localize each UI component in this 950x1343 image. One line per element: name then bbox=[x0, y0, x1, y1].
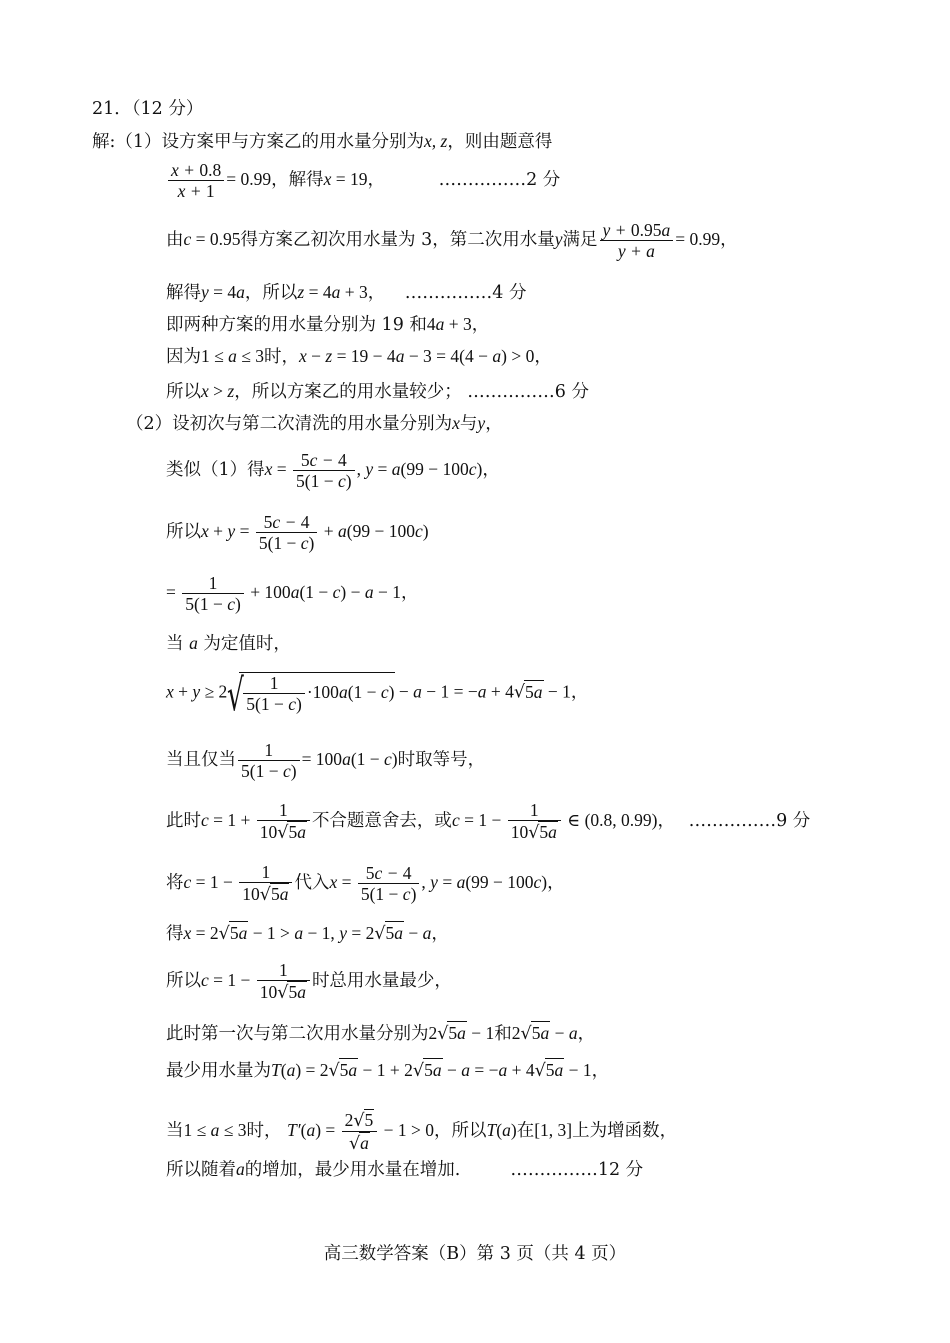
derivative-line: 当1 ≤ a ≤ 3时， T′(a) = $\frac{2√5}{√a}$ − 1 > 0，所以T(a)在[1, 3]上为增函数， bbox=[166, 1110, 678, 1154]
similar-line: 类似（1）得x = $\frac{5c - 4}{5(1 - c)}$ , y = a(99 − 100c)， bbox=[166, 450, 500, 491]
when-a-fixed: 当 bbox=[166, 634, 184, 654]
line6-a: 因为 bbox=[166, 347, 201, 367]
solve-x-text: ，解得 bbox=[271, 170, 324, 190]
each-b: 和 bbox=[494, 1024, 512, 1044]
line3-c: 满足 bbox=[562, 230, 598, 250]
part2-intro: （2）设初次与第二次清洗的用水量分别为x与y， bbox=[126, 413, 503, 434]
solution-intro bbox=[92, 130, 552, 153]
least-usage: 最少用水量为T(a) = 2√5a − 1 + 2√5a − a = −a + 4√5a − 1， bbox=[166, 1060, 610, 1081]
equation-y: 由c = 0.95得方案乙初次用水量为 3，第二次用水量y满足 $\frac{y + 0.95a}{y + a}$ = 0.99， bbox=[166, 220, 738, 261]
equation-x: $\frac{x + 0.8}{x + 1}$ = 0.99，解得x = 19， ……………2 分 bbox=[166, 160, 560, 201]
deriv-b: 时， bbox=[246, 1121, 282, 1141]
line3-b: 得方案乙初次用水量为 3，第二次用水量 bbox=[240, 230, 555, 250]
line4-b: ，所以 bbox=[244, 283, 298, 303]
sum-line: 所以x + y = $\frac{5c - 4}{5(1 - c)}$ + a(99 − 100c) bbox=[166, 512, 429, 553]
sub-b: 代入 bbox=[294, 873, 330, 893]
score-4: ……………4 分 bbox=[404, 283, 527, 303]
score-6: ……………6 分 bbox=[467, 382, 589, 402]
least-a: 最少用水量为 bbox=[166, 1061, 271, 1081]
conclusion-1: 所以x > z，所以方案乙的用水量较少； ……………6 分 bbox=[166, 381, 589, 402]
line6-b: 时， bbox=[263, 347, 299, 367]
substitute-line: 将c = 1 − $\frac{1}{10√5a}$ 代入x = $\frac{5c - 4}{5(1 - c)}$ , y = a(99 − 100c)， bbox=[166, 862, 565, 905]
min-a: 所以 bbox=[166, 971, 201, 991]
similar-a: 类似（1）得 bbox=[166, 460, 265, 480]
equality-a: 当且仅当 bbox=[166, 750, 236, 770]
page-footer: 高三数学答案（B）第 3 页（共 4 页） bbox=[323, 1244, 627, 1264]
min-condition: 所以c = 1 − $\frac{1}{10√5a}$ 时总用水量最少， bbox=[166, 960, 452, 1003]
get-xy: 得x = 2√5a − 1 > a − 1, y = 2√5a − a， bbox=[166, 923, 449, 944]
deriv-a: 当 bbox=[166, 1121, 184, 1141]
fraction-x: $\frac{x + 0.8}{x + 1}$ bbox=[168, 160, 224, 201]
deriv-d: 在 bbox=[516, 1121, 535, 1141]
each-a: 此时第一次与第二次用水量分别为 bbox=[166, 1024, 429, 1044]
score-12: ……………12 分 bbox=[510, 1160, 644, 1180]
each-usage: 此时第一次与第二次用水量分别为2√5a − 1和2√5a − a， bbox=[166, 1023, 596, 1044]
equality-b: 时取等号， bbox=[397, 750, 486, 770]
line7-b: ，所以方案乙的用水量较少； bbox=[234, 382, 462, 402]
compare-line: 因为1 ≤ a ≤ 3时，x − z = 19 − 4a − 3 = 4(4 − a) > 0， bbox=[166, 346, 552, 367]
final-line: 所以随着a的增加，最少用水量在增加. ……………12 分 bbox=[166, 1159, 644, 1180]
sum-simplified: = $\frac{1}{5(1 - c)}$ + 100a(1 − c) − a − 1， bbox=[166, 573, 419, 614]
line3-a: 由 bbox=[166, 230, 184, 250]
get-label: 得 bbox=[166, 924, 184, 944]
math-xz: x, z bbox=[424, 131, 448, 151]
line5: 即两种方案的用水量分别为 19 和 bbox=[166, 315, 427, 335]
then-text: ，则由题意得 bbox=[447, 132, 553, 152]
min-b: 时总用水量最少， bbox=[311, 971, 452, 991]
line7-a: 所以 bbox=[166, 382, 201, 402]
solve-y: 解得y = 4a，所以z = 4a + 3， ……………4 分 bbox=[166, 282, 527, 303]
problem-header: 21．（12 分） bbox=[92, 99, 204, 119]
deriv-c: ，所以 bbox=[434, 1121, 487, 1141]
c-solutions: 此时c = 1 + $\frac{1}{10√5a}$ 不合题意舍去，或c = 1 − $\frac{1}{10√5a}$ ∈ (0.8, 0.99)， ……………9 分 bbox=[166, 800, 811, 843]
part2-a: （2）设初次与第二次清洗的用水量分别为 bbox=[126, 414, 453, 434]
solution-label: 解:（1）设方案甲与方案乙的用水量分别为 bbox=[92, 132, 425, 152]
usage-both: 即两种方案的用水量分别为 19 和4a + 3， bbox=[166, 314, 490, 335]
deriv-e: 上为增函数， bbox=[572, 1121, 678, 1141]
line4-a: 解得 bbox=[166, 283, 201, 303]
a-fixed: 当 a 为定值时， bbox=[166, 633, 291, 654]
final-a: 所以随着 bbox=[166, 1160, 236, 1180]
now-a: 此时 bbox=[166, 811, 201, 831]
part2-b: 与 bbox=[459, 414, 478, 434]
score-2: ……………2 分 bbox=[438, 170, 561, 190]
when-a-fixed-b: 为定值时， bbox=[203, 634, 291, 654]
inequality-line: x + y ≥ 2 √ $\frac{1}{5(1 - c)}$ ·100a(1 − c) − a − 1 = −a + 4√5a − 1， bbox=[166, 670, 589, 721]
fraction-y: $\frac{y + 0.95a}{y + a}$ bbox=[600, 220, 674, 261]
sub-a: 将 bbox=[166, 873, 184, 893]
now-b: 不合题意舍去，或 bbox=[311, 811, 452, 831]
equality-line: 当且仅当 $\frac{1}{5(1 - c)}$ = 100a(1 − c)时取等号， bbox=[166, 740, 486, 781]
score-9: ……………9 分 bbox=[688, 811, 811, 831]
so-label: 所以 bbox=[166, 522, 201, 542]
final-b: 的增加，最少用水量在增加. bbox=[244, 1160, 461, 1180]
